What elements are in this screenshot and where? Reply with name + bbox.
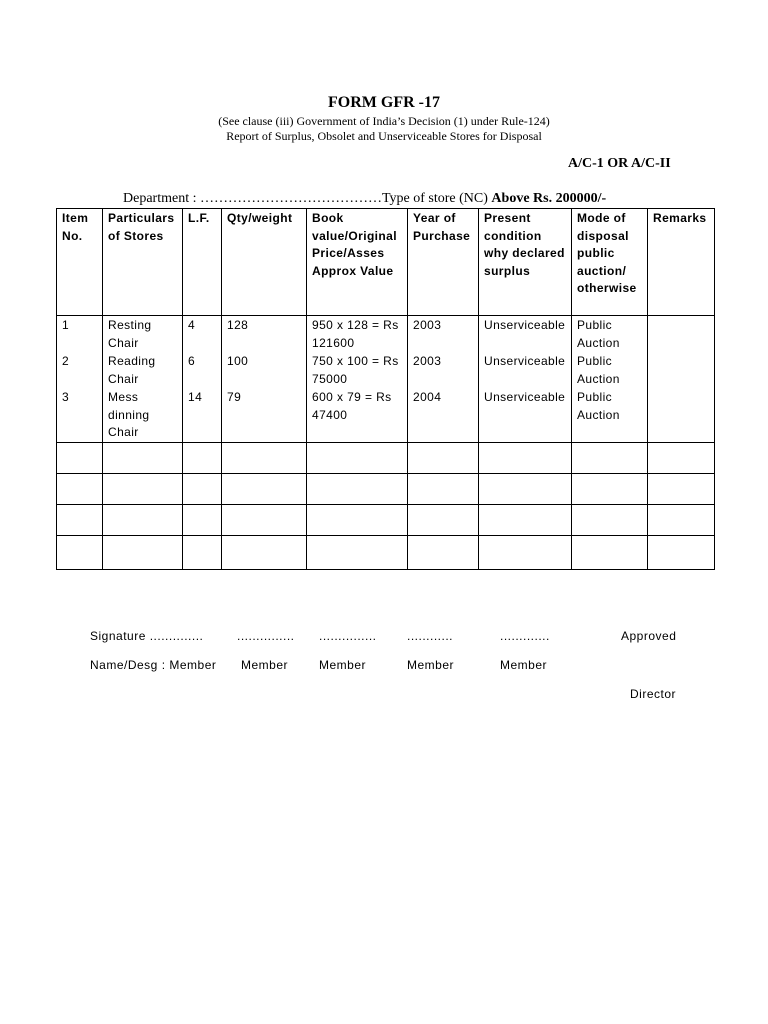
cell-value: 750 x 100 = Rs 75000 [307,352,408,388]
empty-table-row [57,504,715,535]
cell-remarks [648,316,715,353]
table-row [57,388,715,442]
signature-line: ............ [407,629,454,643]
cell-condition: Unserviceable [479,388,572,442]
cell-item-no: 2 [57,352,103,388]
empty-table-row [57,442,715,473]
cell-value: 600 x 79 = Rs 47400 [307,388,408,442]
stores-table [56,208,715,570]
cell-qty: 100 [222,352,307,388]
cell-year: 2004 [408,388,479,442]
table-header-row [57,209,715,316]
store-value-threshold: Above Rs. 200000/- [491,191,607,206]
form-clause-reference: (See clause (iii) Government of India’s Decision (1) under Rule-124) [218,114,550,128]
cell-lf: 4 [183,316,222,353]
column-header-year-of-purchase: Year of Purchase [408,209,479,316]
column-header-remarks: Remarks [648,209,715,316]
cell-lf: 14 [183,388,222,442]
column-header-lf: L.F. [183,209,222,316]
member-label: Member [500,658,548,672]
approved-label: Approved [621,629,677,643]
account-code: A/C-1 OR A/C-II [568,156,671,171]
signature-line: ............. [500,629,550,643]
cell-particulars: Reading Chair [103,352,183,388]
department-line [123,191,606,207]
cell-remarks [648,352,715,388]
cell-mode: Public Auction [572,388,648,442]
cell-value: 950 x 128 = Rs 121600 [307,316,408,353]
cell-particulars: Resting Chair [103,316,183,353]
form-report-description: Report of Surplus, Obsolet and Unserviceable Stores for Disposal [226,129,542,143]
signature-line: ............... [237,629,295,643]
signature-label: Signature .............. [90,629,204,643]
member-label: Member [407,658,455,672]
cell-item-no: 3 [57,388,103,442]
form-title: FORM GFR -17 [328,94,440,111]
cell-qty: 79 [222,388,307,442]
name-designation-label: Name/Desg : Member [90,658,217,672]
column-header-present-condition: Present condition why declared surplus [479,209,572,316]
cell-item-no: 1 [57,316,103,353]
column-header-qty-weight: Qty/weight [222,209,307,316]
cell-particulars: Mess dinning Chair [103,388,183,442]
column-header-book-value: Book value/Original Price/Asses Approx Value [307,209,408,316]
cell-year: 2003 [408,316,479,353]
member-label: Member [241,658,289,672]
cell-remarks [648,388,715,442]
empty-table-row [57,535,715,569]
cell-lf: 6 [183,352,222,388]
signature-line: ............... [319,629,377,643]
empty-table-row [57,473,715,504]
column-header-mode-of-disposal: Mode of disposal public auction/ otherwise [572,209,648,316]
cell-mode: Public Auction [572,316,648,353]
cell-qty: 128 [222,316,307,353]
column-header-item-no: Item No. [57,209,103,316]
department-label: Department : …………………………………Type of store (NC) [123,191,492,206]
member-label: Member [319,658,367,672]
director-label: Director [630,687,677,701]
cell-condition: Unserviceable [479,316,572,353]
table-row [57,352,715,388]
cell-year: 2003 [408,352,479,388]
cell-mode: Public Auction [572,352,648,388]
column-header-particulars: Particulars of Stores [103,209,183,316]
cell-condition: Unserviceable [479,352,572,388]
table-row [57,316,715,353]
